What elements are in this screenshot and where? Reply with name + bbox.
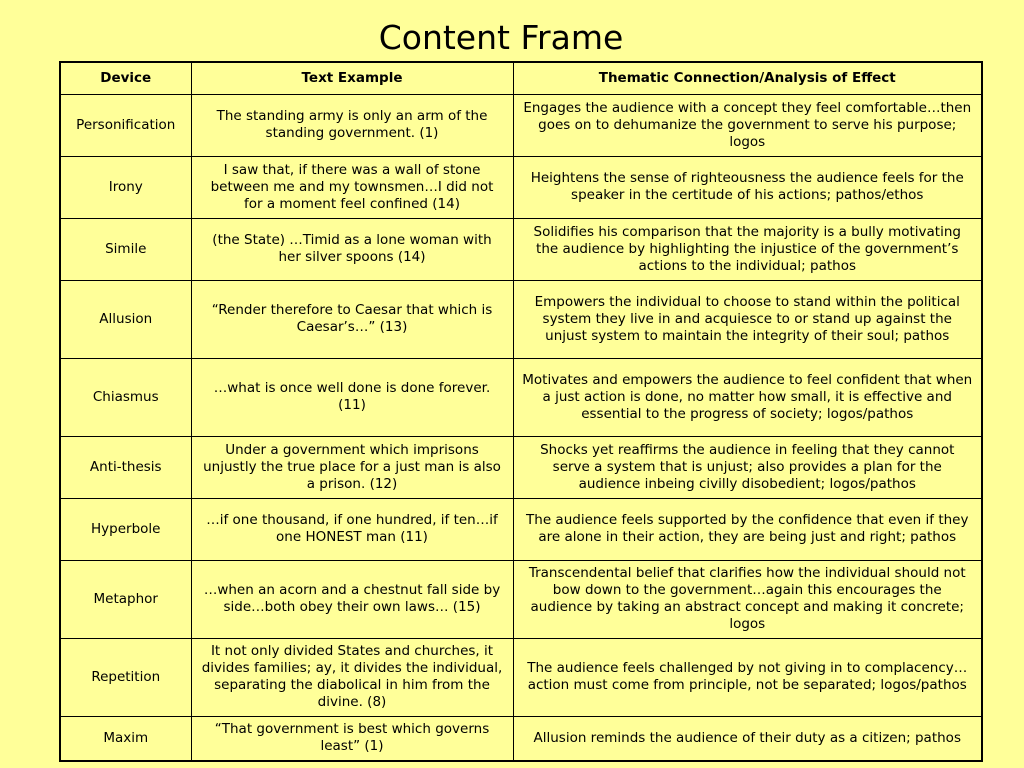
column-header-device: Device <box>60 62 191 94</box>
table-row <box>60 638 982 716</box>
table-row <box>60 498 982 560</box>
analysis-cell: Engages the audience with a concept they feel comfortable…then goes on to dehumanize the government to serve his purpose; logos <box>513 94 982 156</box>
example-cell: Under a government which imprisons unjustly the true place for a just man is also a prison. (12) <box>191 436 513 498</box>
analysis-cell: The audience feels supported by the confidence that even if they are alone in their action, they are being just and right; pathos <box>513 498 982 560</box>
analysis-cell: Empowers the individual to choose to stand within the political system they live in and acquiesce to or stand up against the unjust system to maintain the integrity of their soul; pathos <box>513 280 982 358</box>
example-cell: …if one thousand, if one hundred, if ten…if one HONEST man (11) <box>191 498 513 560</box>
table-row <box>60 560 982 638</box>
example-cell: It not only divided States and churches, it divides families; ay, it divides the individual, separating the diabolical in him from the divine. (8) <box>191 638 513 716</box>
table-row <box>60 280 982 358</box>
example-cell: “Render therefore to Caesar that which is Caesar’s…” (13) <box>191 280 513 358</box>
example-cell: …when an acorn and a chestnut fall side by side…both obey their own laws… (15) <box>191 560 513 638</box>
table-row <box>60 94 982 156</box>
device-cell: Allusion <box>60 280 191 358</box>
example-cell: The standing army is only an arm of the standing government. (1) <box>191 94 513 156</box>
analysis-cell: Motivates and empowers the audience to feel confident that when a just action is done, no matter how small, it is effective and essential to the progress of society; logos/pathos <box>513 358 982 436</box>
column-header-text-example: Text Example <box>191 62 513 94</box>
device-cell: Simile <box>60 218 191 280</box>
analysis-cell: Allusion reminds the audience of their duty as a citizen; pathos <box>513 716 982 761</box>
example-cell: I saw that, if there was a wall of stone between me and my townsmen…I did not for a moment feel confined (14) <box>191 156 513 218</box>
analysis-cell: Shocks yet reaffirms the audience in feeling that they cannot serve a system that is unjust; also provides a plan for the audience inbeing civilly disobedient; logos/pathos <box>513 436 982 498</box>
device-cell: Maxim <box>60 716 191 761</box>
table-row <box>60 716 982 761</box>
example-cell: “That government is best which governs least” (1) <box>191 716 513 761</box>
table-header-row <box>60 62 982 94</box>
analysis-cell: The audience feels challenged by not giving in to complacency…action must come from principle, not be separated; logos/pathos <box>513 638 982 716</box>
analysis-cell: Transcendental belief that clarifies how the individual should not bow down to the government…again this encourages the audience by taking an abstract concept and making it concrete; logos <box>513 560 982 638</box>
analysis-cell: Solidifies his comparison that the majority is a bully motivating the audience by highlighting the injustice of the government’s actions to the individual; pathos <box>513 218 982 280</box>
table-row <box>60 436 982 498</box>
table-row <box>60 358 982 436</box>
device-cell: Personification <box>60 94 191 156</box>
column-header-analysis: Thematic Connection/Analysis of Effect <box>513 62 982 94</box>
device-cell: Hyperbole <box>60 498 191 560</box>
table-row <box>60 156 982 218</box>
device-cell: Repetition <box>60 638 191 716</box>
content-frame-table <box>59 61 983 762</box>
table-row <box>60 218 982 280</box>
example-cell: (the State) …Timid as a lone woman with her silver spoons (14) <box>191 218 513 280</box>
device-cell: Irony <box>60 156 191 218</box>
example-cell: …what is once well done is done forever. (11) <box>191 358 513 436</box>
device-cell: Anti-thesis <box>60 436 191 498</box>
analysis-cell: Heightens the sense of righteousness the audience feels for the speaker in the certitude of his actions; pathos/ethos <box>513 156 982 218</box>
device-cell: Metaphor <box>60 560 191 638</box>
device-cell: Chiasmus <box>60 358 191 436</box>
page-title: Content Frame <box>378 18 624 57</box>
